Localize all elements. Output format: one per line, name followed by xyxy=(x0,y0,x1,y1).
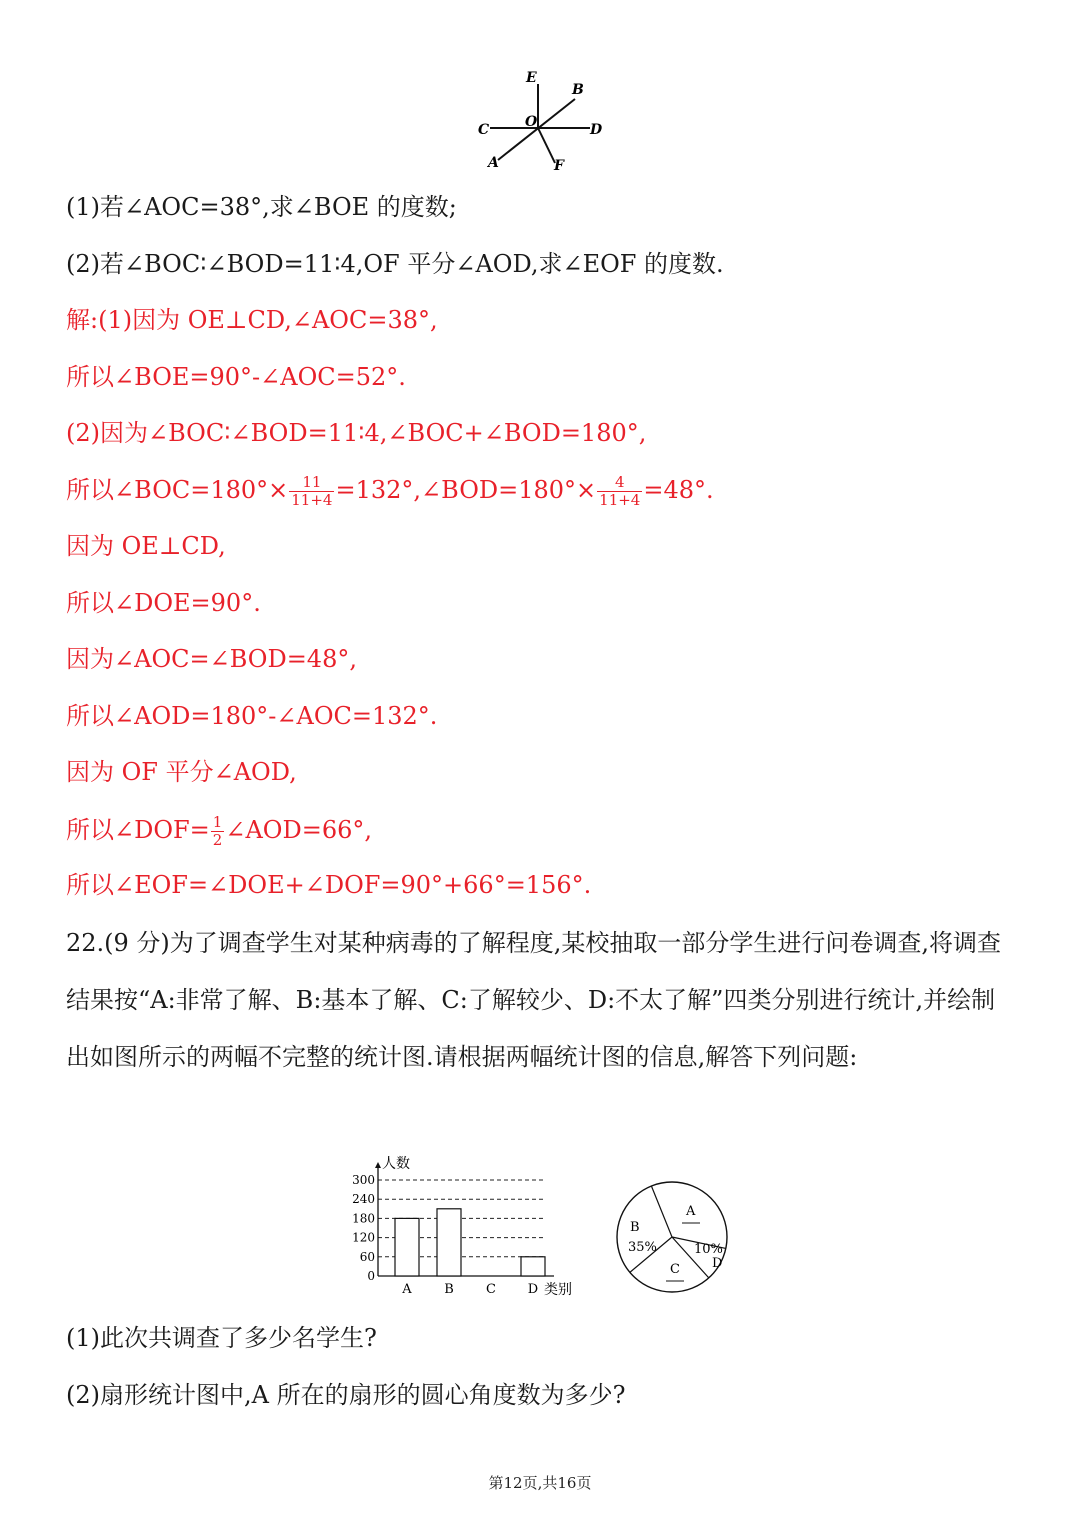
q21-part1: (1)若∠AOC=38°,求∠BOE 的度数; xyxy=(66,193,457,221)
y-tick-label: 180 xyxy=(352,1211,375,1226)
fraction-denominator: 2 xyxy=(212,831,223,849)
y-tick-label: 240 xyxy=(352,1192,375,1207)
pie-label-d: D xyxy=(712,1256,723,1271)
solution-line-4 xyxy=(66,468,714,512)
x-tick-label: C xyxy=(486,1282,496,1297)
label-c: C xyxy=(478,122,490,138)
x-tick-label: B xyxy=(444,1282,454,1297)
y-axis-label: 人数 xyxy=(382,1156,410,1172)
y-tick-label: 120 xyxy=(352,1230,375,1245)
fraction-denominator: 11+4 xyxy=(599,491,641,509)
bar xyxy=(395,1218,419,1276)
solution-line-10-part-a: 所以∠DOF= xyxy=(66,816,210,844)
pie-label-c: C xyxy=(670,1262,680,1277)
y-tick-label: 0 xyxy=(367,1269,375,1283)
x-tick-label: D xyxy=(527,1282,539,1297)
solution-line-4-part-b: =132°,∠BOD=180°× xyxy=(335,476,597,504)
fraction-one-half xyxy=(211,814,225,849)
solution-line-11: 所以∠EOF=∠DOE+∠DOF=90°+66°=156°. xyxy=(66,871,592,899)
solution-line-10 xyxy=(66,808,372,852)
fraction-numerator: 1 xyxy=(212,813,223,831)
label-a: A xyxy=(488,155,499,171)
fraction-numerator: 11 xyxy=(289,474,334,492)
solution-line-9: 因为 OF 平分∠AOD, xyxy=(66,758,297,786)
y-tick-label: 300 xyxy=(352,1173,375,1187)
bar xyxy=(437,1209,461,1276)
q22-part2: (2)扇形统计图中,A 所在的扇形的圆心角度数为多少? xyxy=(66,1381,626,1409)
solution-line-2: 所以∠BOE=90°-∠AOC=52°. xyxy=(66,363,406,391)
label-o: O xyxy=(525,114,538,130)
pie-label-a: A xyxy=(686,1204,696,1219)
label-e: E xyxy=(526,70,537,86)
solution-line-6: 所以∠DOE=90°. xyxy=(66,589,261,617)
solution-line-3: (2)因为∠BOC∶∠BOD=11∶4,∠BOC+∠BOD=180°, xyxy=(66,419,647,447)
x-tick-label: A xyxy=(402,1282,412,1297)
solution-line-5: 因为 OE⊥CD, xyxy=(66,532,226,560)
bar xyxy=(521,1257,545,1276)
solution-line-10-part-b: ∠AOD=66°, xyxy=(225,816,372,844)
solution-line-4-part-c: =48°. xyxy=(643,476,714,504)
pie-label-b: B xyxy=(630,1220,640,1235)
q22-part1: (1)此次共调查了多少名学生? xyxy=(66,1324,377,1352)
q21-part2: (2)若∠BOC∶∠BOD=11∶4,OF 平分∠AOD,求∠EOF 的度数. xyxy=(66,250,724,278)
y-axis-arrow xyxy=(375,1162,381,1168)
q22-text: 22.(9 分)为了调查学生对某种病毒的了解程度,某校抽取一部分学生进行问卷调查,将调查结果按“A:非常了解、B:基本了解、C:了解较少、D:不太了解”四类分别进行统计,并绘制出如图所示的两幅不完整的统计图.请根据两幅统计图的信息,解答下列问题: xyxy=(66,929,1002,1071)
fraction-4-over-15 xyxy=(597,474,642,509)
pie-chart xyxy=(610,1175,735,1300)
pie-value-d: 10% xyxy=(694,1242,723,1257)
fraction-numerator: 4 xyxy=(597,474,642,492)
x-axis-label: 类别 xyxy=(544,1282,572,1298)
pie-value-b: 35% xyxy=(628,1240,657,1255)
solution-line-8: 所以∠AOD=180°-∠AOC=132°. xyxy=(66,702,438,730)
solution-line-4-part-a: 所以∠BOC=180°× xyxy=(66,476,289,504)
solution-line-1: 解:(1)因为 OE⊥CD,∠AOC=38°, xyxy=(66,306,438,334)
fraction-denominator: 11+4 xyxy=(291,491,333,509)
bar-chart xyxy=(340,1150,590,1300)
solution-line-7: 因为∠AOC=∠BOD=48°, xyxy=(66,645,357,673)
page-footer: 第12页,共16页 xyxy=(488,1474,592,1492)
label-d: D xyxy=(590,122,603,138)
angle-figure xyxy=(470,66,620,176)
label-f: F xyxy=(554,158,564,174)
fraction-11-over-15 xyxy=(289,474,334,509)
y-tick-label: 60 xyxy=(359,1249,375,1264)
label-b: B xyxy=(572,82,584,98)
